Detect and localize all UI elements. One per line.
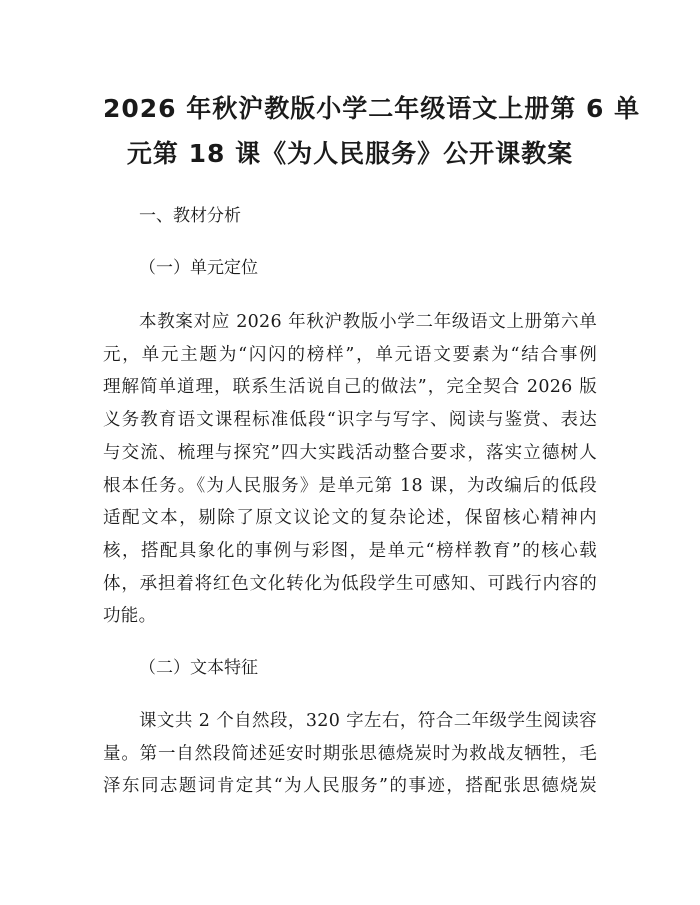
paragraph-line: 适配文本，剔除了原文议论文的复杂论述，保留核心精神内 <box>103 508 597 529</box>
section-heading-textbook-analysis: 一、教材分析 <box>139 206 241 226</box>
paragraph-line: 体，承担着将红色文化转化为低段学生可感知、可践行内容的 <box>103 573 597 594</box>
paragraph-line: 泽东同志题词肯定其“为人民服务”的事迹，搭配张思德烧炭 <box>103 776 597 797</box>
paragraph-line: 本教案对应 2026 年秋沪教版小学二年级语文上册第六单 <box>139 312 597 332</box>
paragraph-line: 核，搭配具象化的事例与彩图，是单元“榜样教育”的核心载 <box>103 540 597 561</box>
paragraph-line: 课文共 2 个自然段，320 字左右，符合二年级学生阅读容 <box>139 711 597 732</box>
paragraph-line: 功能。 <box>103 606 157 627</box>
paragraph-text-features <box>103 705 597 803</box>
paragraph-line: 理解简单道理，联系生活说自己的做法”，完全契合 2026 版 <box>103 377 597 398</box>
paragraph-line: 根本任务。《为人民服务》是单元第 18 课，为改编后的低段 <box>103 475 597 496</box>
paragraph-unit-position <box>103 306 597 633</box>
subsection-heading-text-features: （二）文本特征 <box>139 658 258 679</box>
document-title <box>103 86 641 176</box>
title-line-2: 元第 18 课《为人民服务》公开课教案 <box>126 139 574 168</box>
paragraph-line: 与交流、梳理与探究”四大实践活动整合要求，落实立德树人 <box>103 442 597 463</box>
title-line-1: 2026 年秋沪教版小学二年级语文上册第 6 单 <box>103 94 641 123</box>
paragraph-line: 元，单元主题为“闪闪的榜样”，单元语文要素为“结合事例 <box>103 344 597 365</box>
subsection-heading-unit-position: （一）单元定位 <box>139 258 258 278</box>
paragraph-line: 义务教育语文课程标准低段“识字与写字、阅读与鉴赏、表达 <box>103 410 597 431</box>
paragraph-line: 量。第一自然段简述延安时期张思德烧炭时为救战友牺牲，毛 <box>103 743 597 764</box>
